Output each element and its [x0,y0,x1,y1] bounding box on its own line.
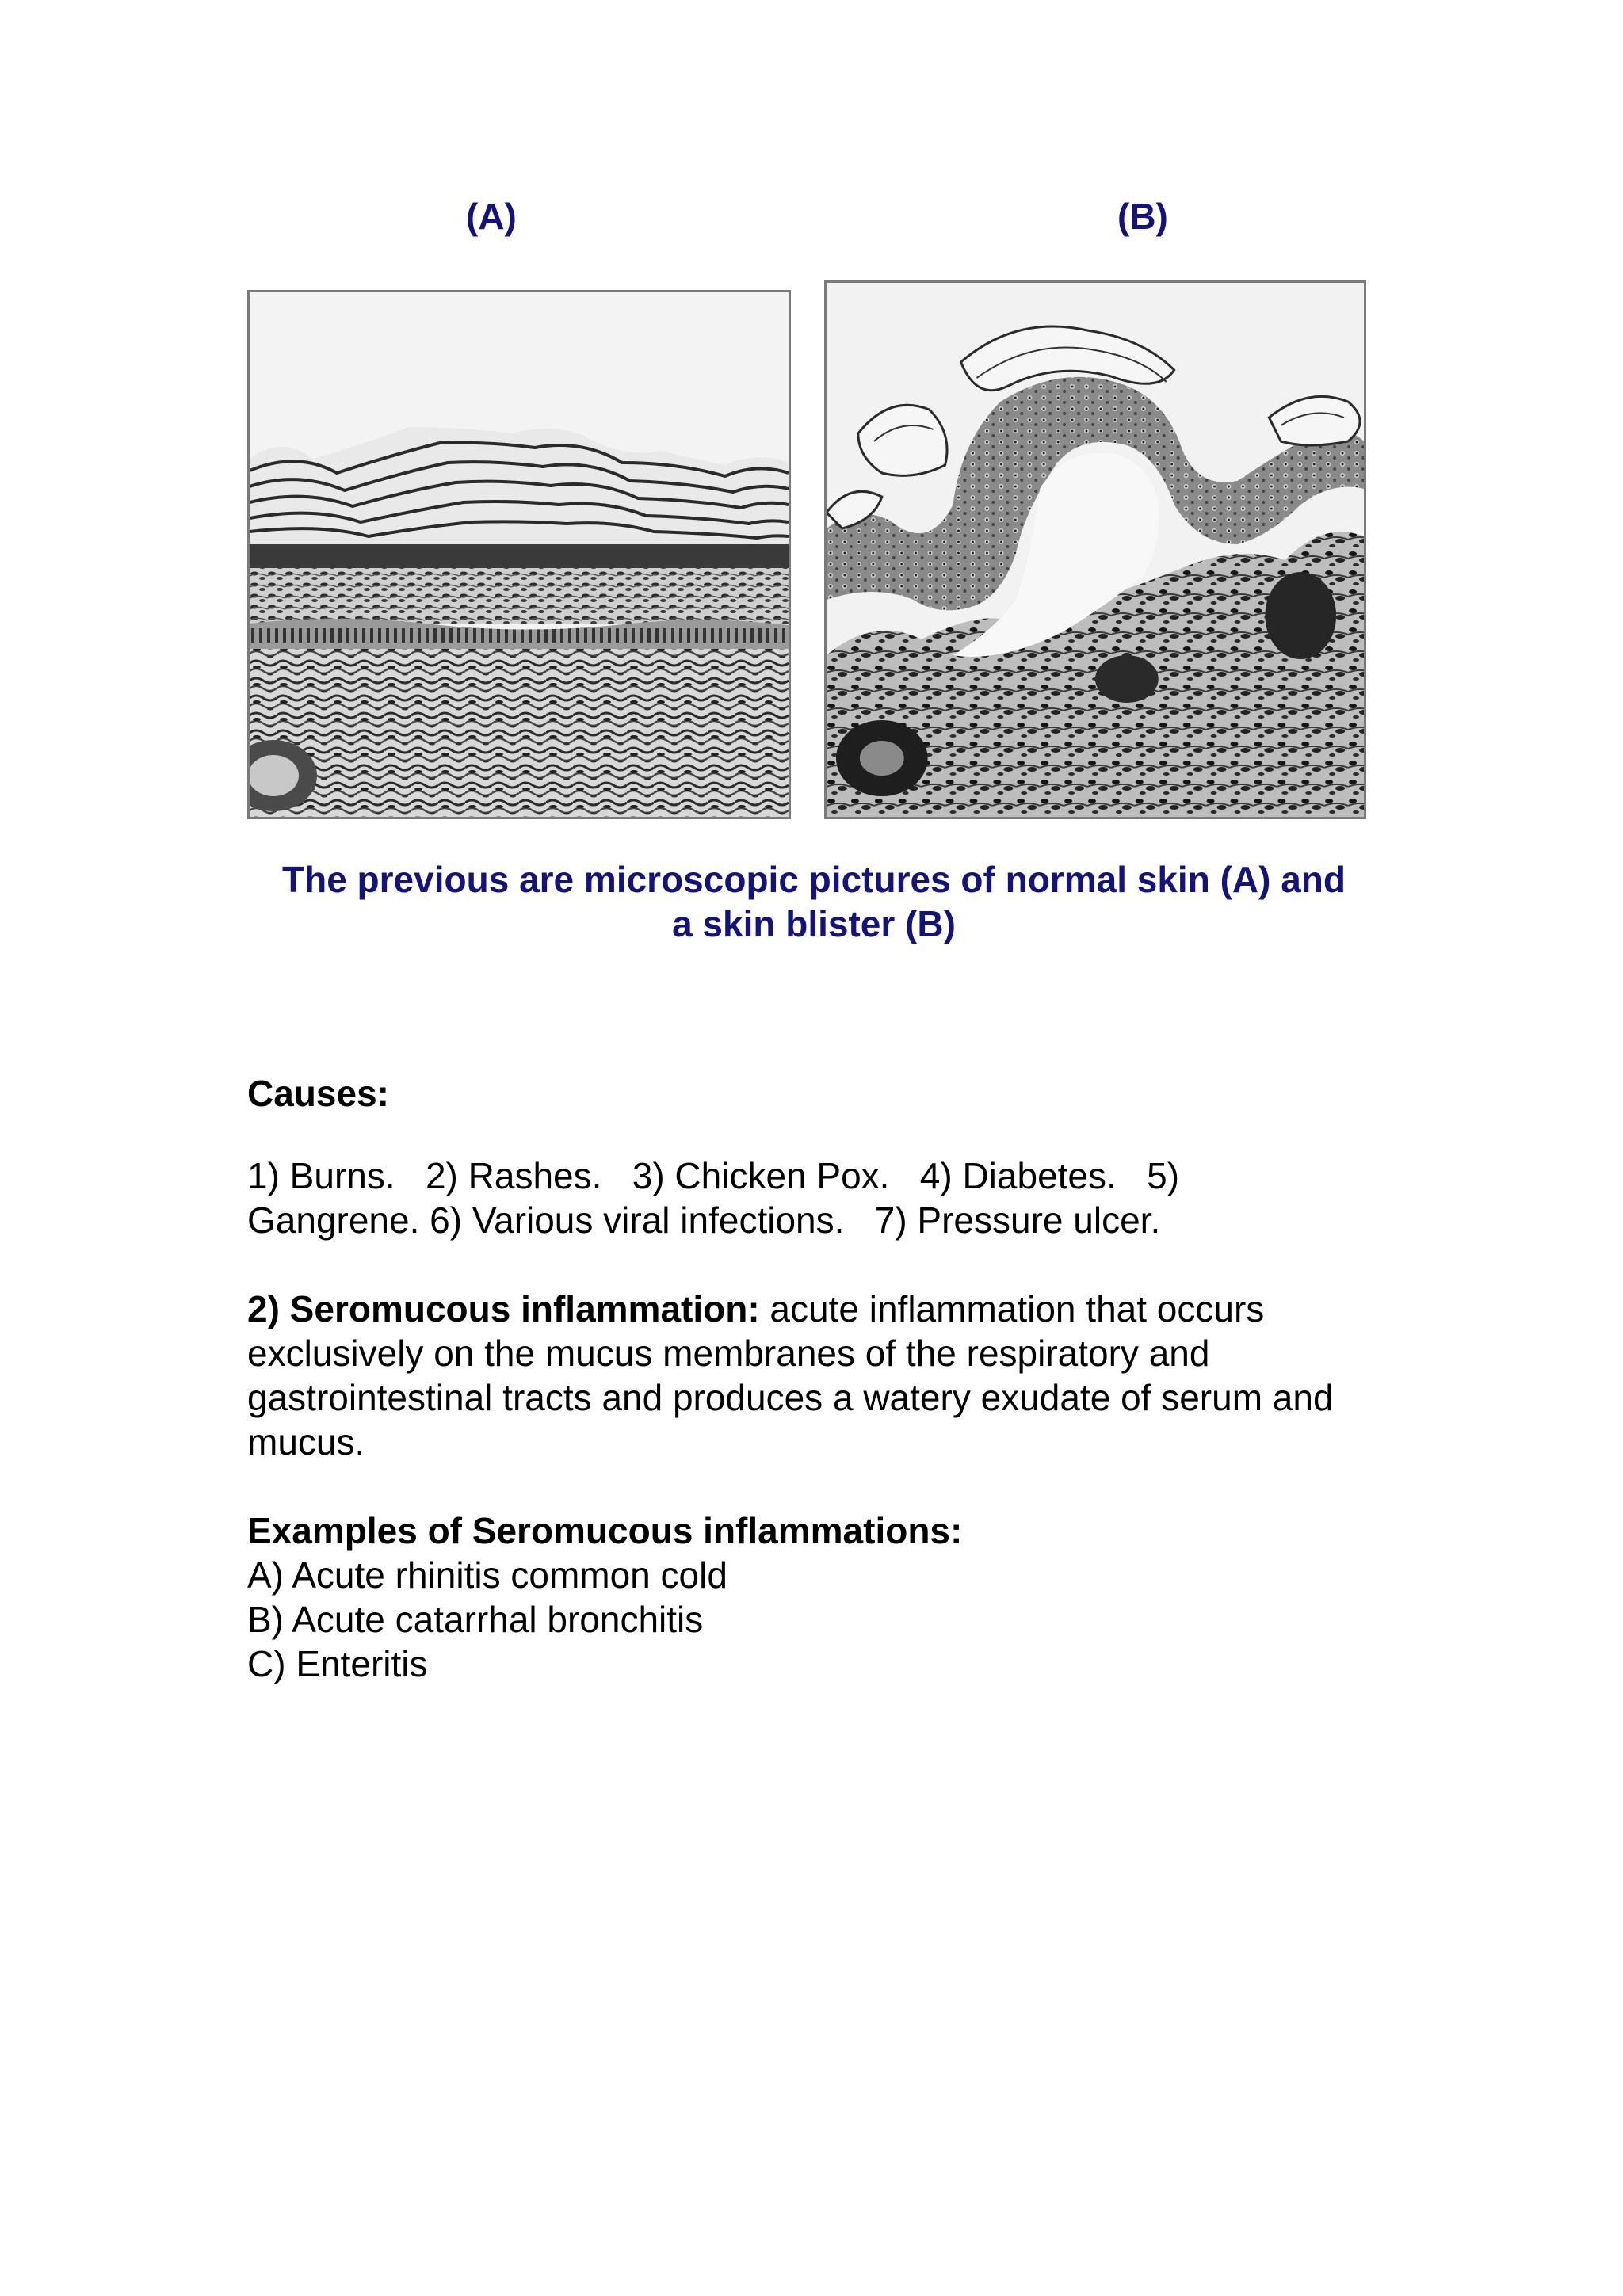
seromucous-term: 2) Seromucous inflammation: [247,1288,760,1329]
normal-skin-micrograph [247,290,791,819]
seromucous-paragraph [247,1287,1388,1464]
figure-caption [247,857,1381,946]
example-item-b: B) Acute catarrhal bronchitis [247,1599,704,1640]
causes-list [247,1154,1388,1242]
skin-blister-micrograph [824,280,1366,819]
figure-a-label: (A) [466,196,517,237]
example-item-c: C) Enteritis [247,1643,428,1684]
examples-block [247,1508,1388,1686]
figure-b-label: (B) [1117,196,1168,237]
seromucous-definition: acute inflammation that occurs exclusively on the mucus membranes of the respiratory and gastrointestinal tracts and produces a watery exudate of serum and mucus. [247,1288,1334,1463]
causes-line-1: 1) Burns. 2) Rashes. 3) Chicken Pox. 4) Diabetes. 5) [247,1155,1180,1196]
examples-heading: Examples of Seromucous inflammations: [247,1510,963,1551]
causes-heading: Causes: [247,1073,389,1114]
caption-line-2: a skin blister (B) [672,903,956,944]
causes-line-2: Gangrene. 6) Various viral infections. 7) Pressure ulcer. [247,1199,1161,1241]
example-item-a: A) Acute rhinitis common cold [247,1554,727,1596]
caption-line-1: The previous are microscopic pictures of normal skin (A) and [282,859,1346,900]
